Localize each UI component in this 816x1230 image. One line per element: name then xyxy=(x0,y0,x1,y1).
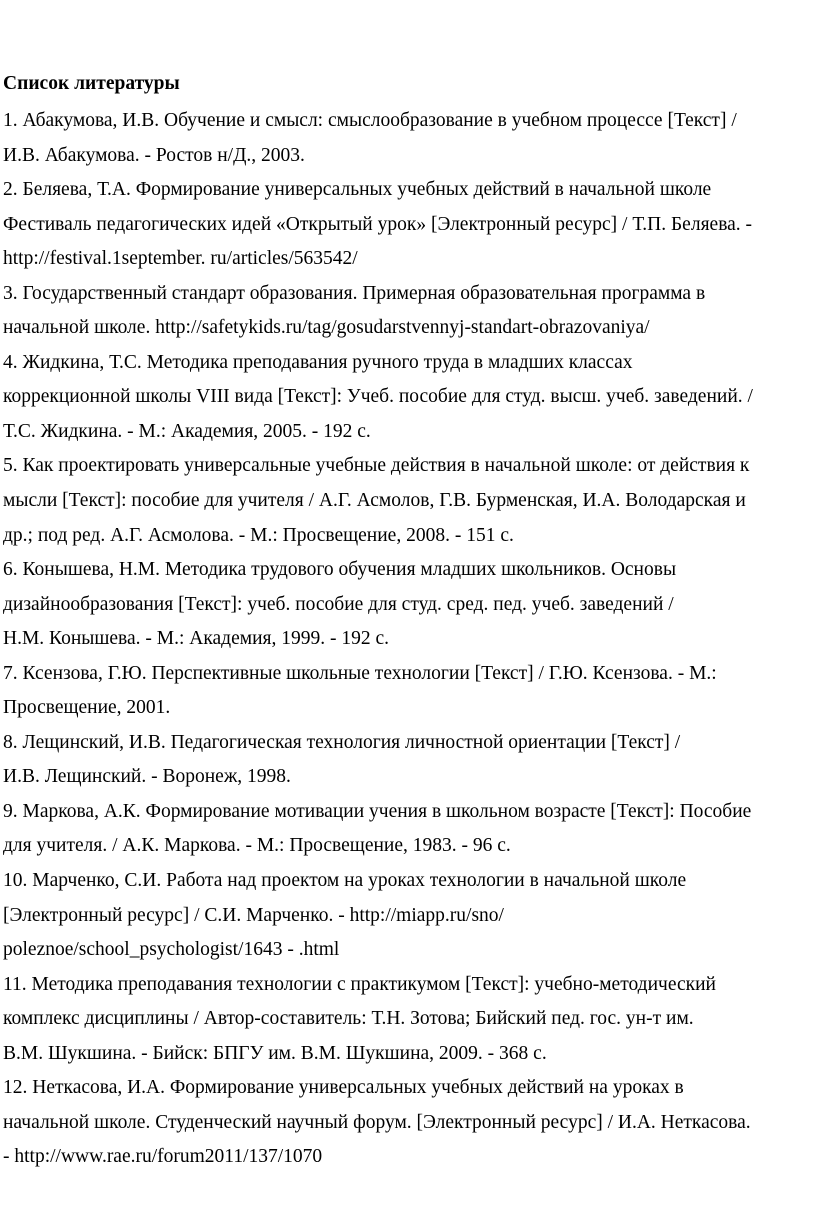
reference-line: В.М. Шукшина. - Бийск: БПГУ им. В.М. Шукшина, 2009. - 368 с. xyxy=(3,1042,547,1064)
reference-line: коррекционной школы VIII вида [Текст]: Учеб. пособие для студ. высш. учеб. заведений. / xyxy=(3,386,753,408)
reference-line: 1. Абакумова, И.В. Обучение и смысл: смыслообразование в учебном процессе [Текст] / xyxy=(3,110,737,131)
reference-line: 4. Жидкина, Т.С. Методика преподавания ручного труда в младших классах xyxy=(3,351,633,373)
document-page xyxy=(3,64,811,1175)
reference-line: дизайнообразования [Текст]: учеб. пособие для студ. сред. пед. учеб. заведений / xyxy=(3,593,674,615)
reference-list xyxy=(3,104,811,1175)
reference-line: - http://www.rae.ru/forum2011/137/1070 xyxy=(3,1146,323,1168)
reference-line: 3. Государственный стандарт образования. Примерная образовательная программа в xyxy=(3,282,706,304)
reference-line: 12. Неткасова, И.А. Формирование универсальных учебных действий на уроках в xyxy=(3,1077,684,1099)
reference-line: 5. Как проектировать универсальные учебные действия в начальной школе: от действия к xyxy=(3,455,750,477)
reference-line: начальной школе. http://safetykids.ru/tag/gosudarstvennyj-standart-obrazovaniya/ xyxy=(3,317,650,339)
reference-line: 9. Маркова, А.К. Формирование мотивации учения в школьном возрасте [Текст]: Пособие xyxy=(3,800,752,822)
reference-line: мысли [Текст]: пособие для учителя / А.Г. Асмолов, Г.В. Бурменская, И.А. Володарская и xyxy=(3,490,746,512)
reference-line: др.; под ред. А.Г. Асмолова. - М.: Просвещение, 2008. - 151 с. xyxy=(3,524,514,546)
reference-line: 6. Конышева, Н.М. Методика трудового обучения младших школьников. Основы xyxy=(3,559,677,581)
reference-line: Т.С. Жидкина. - М.: Академия, 2005. - 192 с. xyxy=(3,420,371,442)
reference-line: комплекс дисциплины / Автор-составитель: Т.Н. Зотова; Бийский пед. гос. ун-т им. xyxy=(3,1008,694,1030)
reference-line: 8. Лещинский, И.В. Педагогическая технология личностной ориентации [Текст] / xyxy=(3,731,681,753)
reference-line: 7. Ксензова, Г.Ю. Перспективные школьные технологии [Текст] / Г.Ю. Ксензова. - М.: xyxy=(3,662,717,684)
reference-line: начальной школе. Студенческий научный форум. [Электронный ресурс] / И.А. Неткасова. xyxy=(3,1111,751,1133)
reference-line: poleznoe/school_psychologist/1643 - .html xyxy=(3,939,340,961)
reference-line: 2. Беляева, Т.А. Формирование универсальных учебных действий в начальной школе xyxy=(3,179,712,201)
reference-line: для учителя. / А.К. Маркова. - М.: Просвещение, 1983. - 96 с. xyxy=(3,835,511,857)
page-title: Список литературы xyxy=(3,73,180,94)
reference-line: [Электронный ресурс] / С.И. Марченко. - http://miapp.ru/sno/ xyxy=(3,904,504,926)
reference-line: 10. Марченко, С.И. Работа над проектом на уроках технологии в начальной школе xyxy=(3,870,687,892)
reference-line: http://festival.1september. ru/articles/563542/ xyxy=(3,248,358,270)
reference-line: Фестиваль педагогических идей «Открытый урок» [Электронный ресурс] / Т.П. Беляева. - xyxy=(3,213,753,235)
reference-line: Н.М. Конышева. - М.: Академия, 1999. - 192 с. xyxy=(3,628,390,650)
reference-line: Просвещение, 2001. xyxy=(3,697,171,719)
reference-line: 11. Методика преподавания технологии с практикумом [Текст]: учебно-методический xyxy=(3,973,716,995)
reference-line: И.В. Абакумова. - Ростов н/Д., 2003. xyxy=(3,144,305,166)
reference-line: И.В. Лещинский. - Воронеж, 1998. xyxy=(3,766,291,788)
